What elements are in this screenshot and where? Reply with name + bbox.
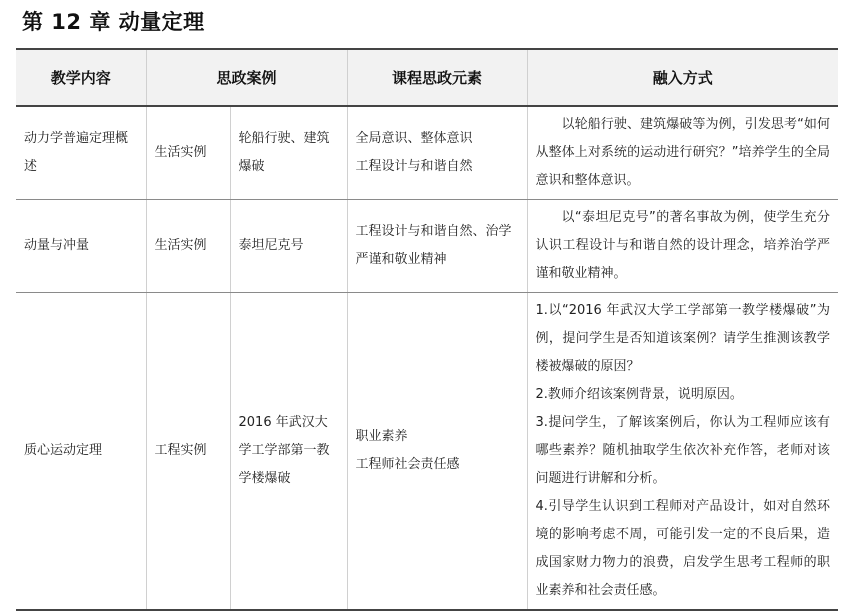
cell-content: 质心运动定理 xyxy=(16,293,146,611)
cell-case-type: 工程实例 xyxy=(146,293,230,611)
cell-method xyxy=(527,106,838,200)
cell-content: 动量与冲量 xyxy=(16,200,146,293)
cell-elements: 工程设计与和谐自然、治学严谨和敬业精神 xyxy=(347,200,527,293)
method-paragraph: 以“泰坦尼克号”的著名事故为例，使学生充分认识工程设计与和谐自然的设计理念，培养治学严谨和敬业精神。 xyxy=(535,210,831,281)
cell-elements: 全局意识、整体意识 工程设计与和谐自然 xyxy=(347,106,527,200)
header-ideological-case: 思政案例 xyxy=(146,49,347,106)
cell-elements: 职业素养 工程师社会责任感 xyxy=(347,293,527,611)
table-row xyxy=(16,106,838,200)
table-row xyxy=(16,200,838,293)
cell-content: 动力学普遍定理概述 xyxy=(16,106,146,200)
lesson-table xyxy=(16,48,838,611)
cell-method xyxy=(527,200,838,293)
cell-case-type: 生活实例 xyxy=(146,200,230,293)
header-teaching-content: 教学内容 xyxy=(16,49,146,106)
table-row xyxy=(16,293,838,611)
header-course-elements: 课程思政元素 xyxy=(347,49,527,106)
cell-case-type: 生活实例 xyxy=(146,106,230,200)
cell-case-name: 2016 年武汉大学工学部第一教学楼爆破 xyxy=(230,293,347,611)
method-step-2: 2.教师介绍该案例背景，说明原因。 xyxy=(535,387,743,402)
cell-case-name: 轮船行驶、建筑爆破 xyxy=(230,106,347,200)
method-step-4: 4.引导学生认识到工程师对产品设计，如对自然环境的影响考虑不周，可能引发一定的不良后果，造成国家财力物力的浪费，启发学生思考工程师的职业素养和社会责任感。 xyxy=(535,499,831,598)
method-paragraph: 以轮船行驶、建筑爆破等为例，引发思考“如何从整体上对系统的运动进行研究？”培养学生的全局意识和整体意识。 xyxy=(535,117,831,188)
cell-method xyxy=(527,293,838,611)
method-step-3: 3.提问学生，了解该案例后，你认为工程师应该有哪些素养？随机抽取学生依次补充作答，老师对该问题进行讲解和分析。 xyxy=(535,415,831,486)
header-integration-method: 融入方式 xyxy=(527,49,838,106)
table-header-row xyxy=(16,49,838,106)
chapter-title: 第 12 章 动量定理 xyxy=(22,10,205,34)
cell-case-name: 泰坦尼克号 xyxy=(230,200,347,293)
method-step-1: 1.以“2016 年武汉大学工学部第一教学楼爆破”为例，提问学生是否知道该案例？请学生推测该教学楼被爆破的原因？ xyxy=(535,303,831,374)
